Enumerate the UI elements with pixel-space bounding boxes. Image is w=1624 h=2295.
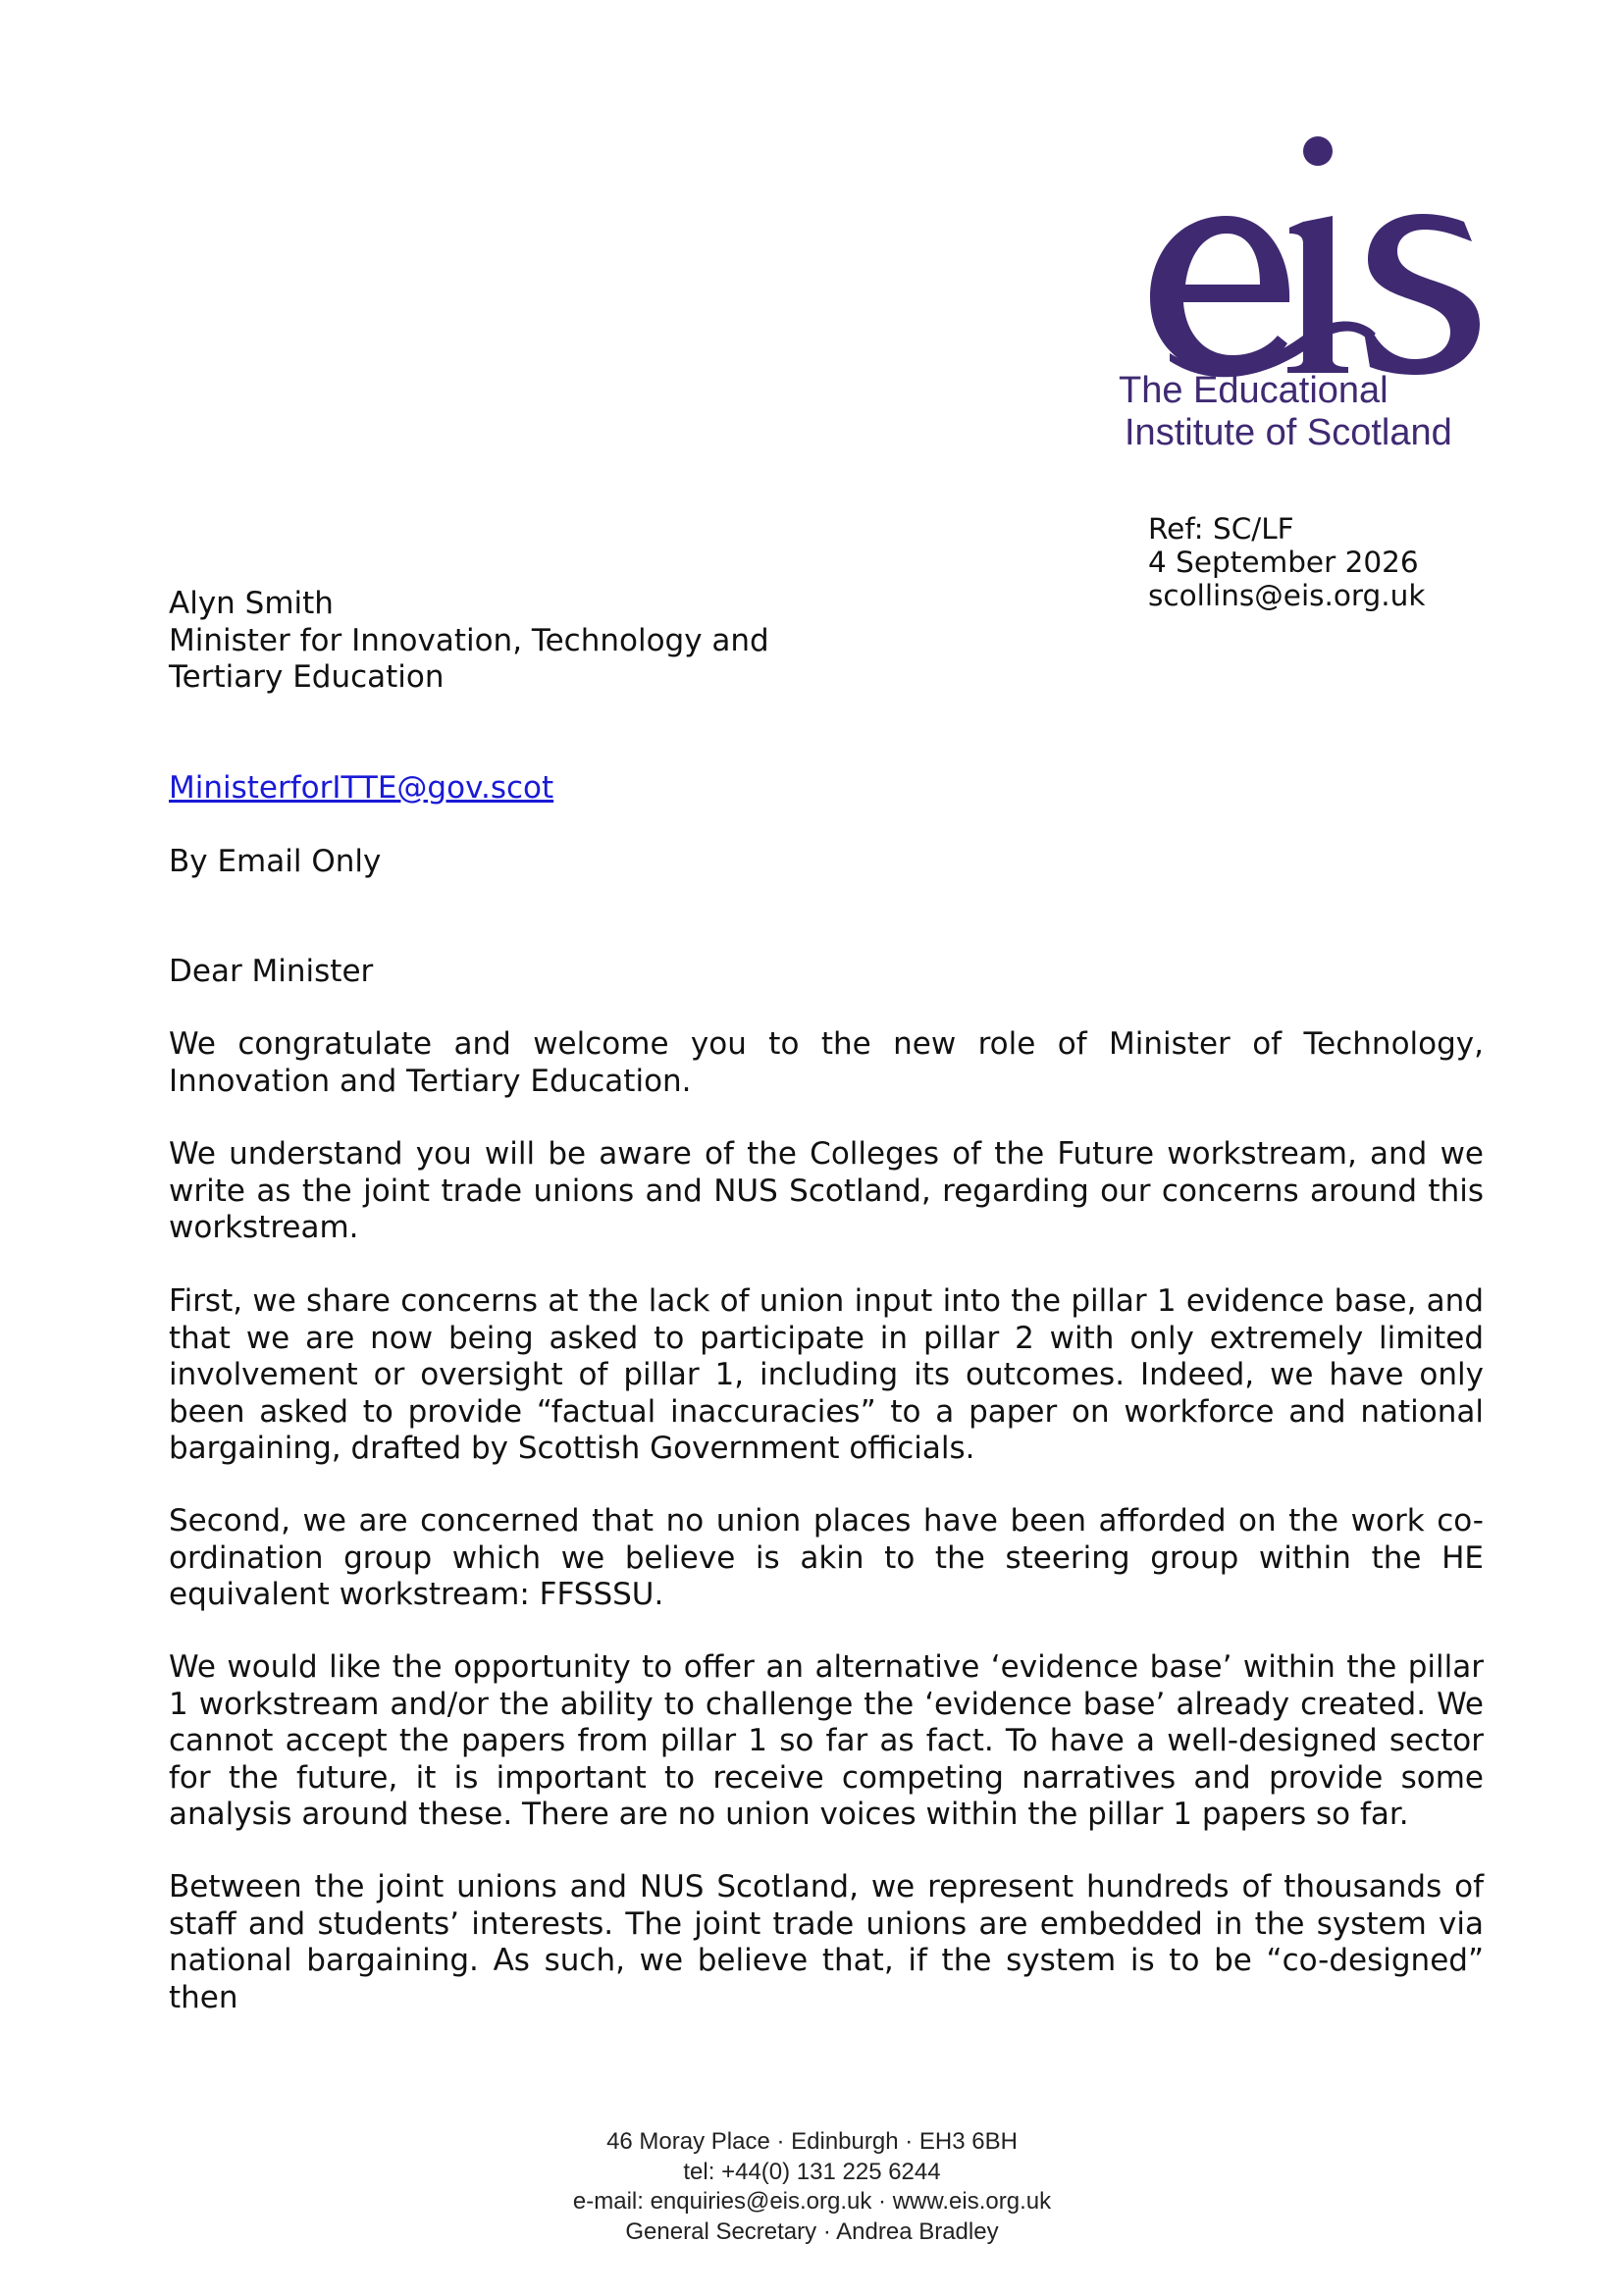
paragraph-4: Second, we are concerned that no union places have been afforded on the work co-ordination group which we believe is akin to the steering group within the HE equivalent workstream: FFSSSU.: [169, 1503, 1484, 1612]
paragraph-3: First, we share concerns at the lack of union input into the pillar 1 evidence base, and that we are now being asked to participate in pillar 2 with only extremely limited involvement or oversight of pillar 1, including its outcomes. Indeed, we have only been asked to provide “factual inaccuracies” to a paper on workforce and national bargaining, drafted by Scottish Government officials.: [169, 1283, 1484, 1466]
footer-general-secretary: General Secretary · Andrea Bradley: [625, 2217, 999, 2245]
recipient-title-line-1: Minister for Innovation, Technology and: [169, 622, 769, 658]
paragraph-5: We would like the opportunity to offer an alternative ‘evidence base’ within the pillar 1 workstream and/or the ability to challenge the ‘evidence base’ already created. We cannot accept the papers from pillar 1 so far as fact. To have a well-designed sector for the future, it is important to receive competing narratives and provide some analysis around these. There are no union voices within the pillar 1 papers so far.: [169, 1649, 1484, 1832]
recipient-address: [169, 586, 1484, 697]
eis-logo: [1111, 126, 1492, 454]
recipient-email-line: [169, 770, 1484, 808]
paragraph-2: We understand you will be aware of the Colleges of the Future workstream, and we write as the joint trade unions and NUS Scotland, regarding our concerns around this workstream.: [169, 1136, 1484, 1245]
letter-footer: [0, 2127, 1624, 2247]
logo-line-1: The Educational: [1119, 370, 1388, 411]
salutation: Dear Minister: [169, 954, 374, 989]
delivery-method: By Email Only: [169, 844, 382, 879]
footer-telephone: tel: +44(0) 131 225 6244: [683, 2158, 941, 2185]
recipient-name: Alyn Smith: [169, 586, 334, 621]
eis-logo-graphic: [1111, 126, 1492, 454]
recipient-title-line-2: Tertiary Education: [169, 659, 445, 695]
paragraph-1: We congratulate and welcome you to the new role of Minister of Technology, Innovation and Tertiary Education.: [169, 1026, 1484, 1099]
footer-address: 46 Moray Place · Edinburgh · EH3 6BH: [606, 2128, 1018, 2155]
recipient-email-link[interactable]: MinisterforITTE@gov.scot: [169, 770, 554, 806]
footer-email-web: e-mail: enquiries@eis.org.uk · www.eis.org.uk: [572, 2188, 1052, 2215]
logo-line-2: Institute of Scotland: [1125, 412, 1452, 453]
sender-email: scollins@eis.org.uk: [1148, 579, 1426, 612]
reference-code: Ref: SC/LF: [1148, 512, 1294, 546]
letter-date: 4 September 2026: [1148, 546, 1419, 579]
paragraph-6: Between the joint unions and NUS Scotland, we represent hundreds of thousands of staff and students’ interests. The joint trade unions are embedded in the system via national bargaining. As such, we believe that, if the system is to be “co-designed” then: [169, 1869, 1484, 2015]
